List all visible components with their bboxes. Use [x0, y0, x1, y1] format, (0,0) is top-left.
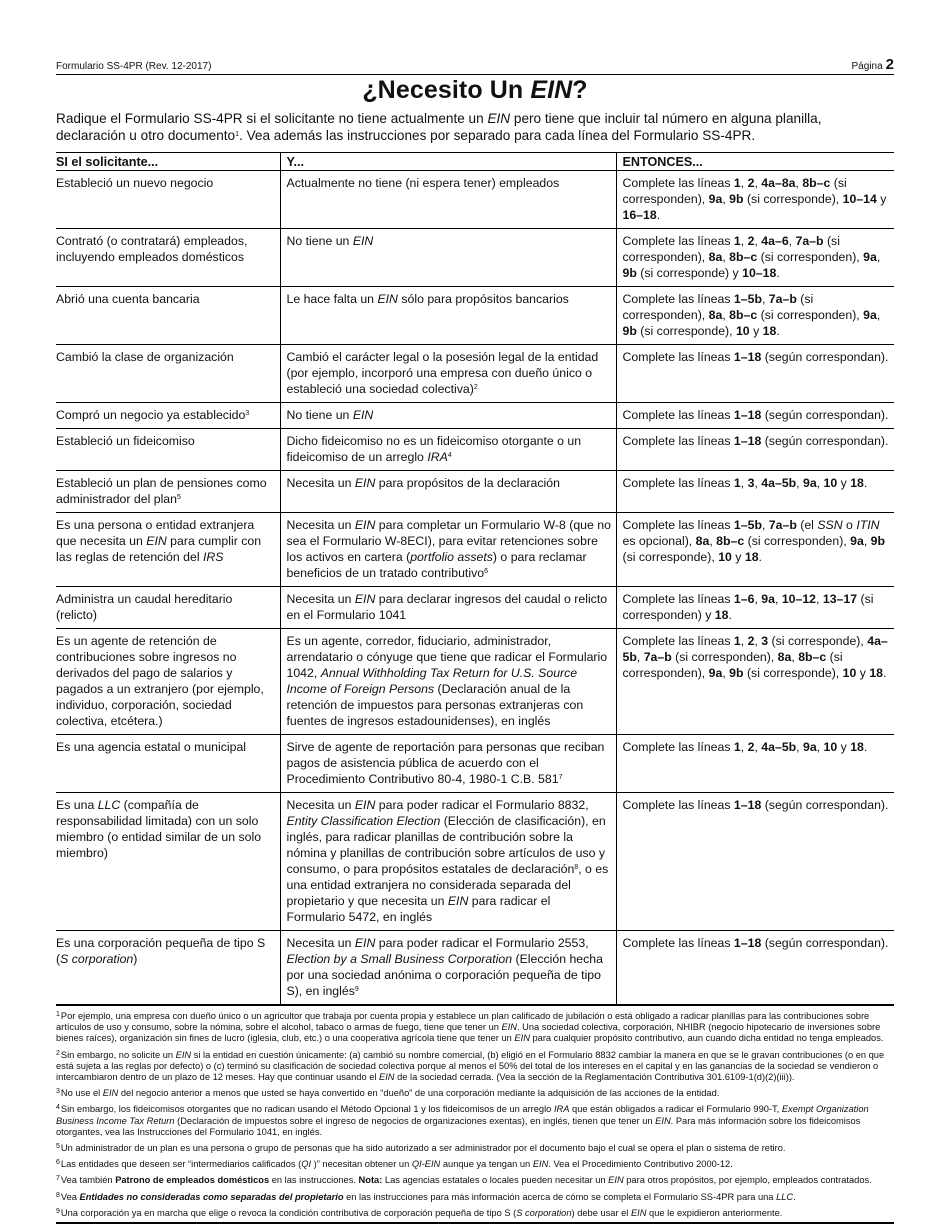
column-header-applicant: SI el solicitante...	[56, 153, 280, 171]
footnote	[56, 1170, 894, 1186]
cell-and: Necesita un EIN para poder radicar el Formulario 2553, Election by a Small Business Corporation (Elección hecha por una sociedad anónima o corporación pequeña de tipo S), en inglés$^9$	[280, 931, 616, 1005]
table-row	[56, 793, 894, 931]
footnote-text: Una corporación ya en marcha que elige o revoca la condición contributiva de corporación pequeña de tipo S (S corporation) debe usar el EIN que le expidieron anteriormente.	[60, 1207, 783, 1218]
cell-and: Necesita un EIN para propósitos de la declaración	[280, 471, 616, 513]
cell-and: Dicho fideicomiso no es un fideicomiso otorgante o un fideicomiso de un arreglo IRA$^4$	[280, 429, 616, 471]
cell-then: Complete las líneas 1–18 (según correspondan).	[616, 429, 894, 471]
table-row	[56, 587, 894, 629]
table-row	[56, 429, 894, 471]
cell-and: No tiene un EIN	[280, 403, 616, 429]
cell-and: Necesita un EIN para declarar ingresos del caudal o relicto en el Formulario 1041	[280, 587, 616, 629]
footnote	[56, 1045, 894, 1084]
cell-and: Actualmente no tiene (ni espera tener) empleados	[280, 171, 616, 229]
cell-applicant: Cambió la clase de organización	[56, 345, 280, 403]
cell-and: Le hace falta un EIN sólo para propósitos bancarios	[280, 287, 616, 345]
cell-and: Necesita un EIN para poder radicar el Formulario 8832, Entity Classification Election (Elección de clasificación), en inglés, para radicar planillas de contribución sobre la nómina y planillas de contribución sobre artículos de uso y consumo, o para propósitos estatales de declaración$^8$, o es una entidad extranjera no considerada separada del propietario y que necesita un EIN para radicar el Formulario 5472, en inglés	[280, 793, 616, 931]
cell-then: Complete las líneas 1–18 (según correspondan).	[616, 793, 894, 931]
footnote-number: 2	[56, 1049, 60, 1057]
cell-and: Necesita un EIN para completar un Formulario W-8 (que no sea el Formulario W-8ECI), para evitar retenciones sobre los activos en cartera (portfolio assets) o para reclamar beneficios de un tratado contributivo$^6$	[280, 513, 616, 587]
cell-applicant: Estableció un nuevo negocio	[56, 171, 280, 229]
cell-applicant: Compró un negocio ya establecido$^3$	[56, 403, 280, 429]
footnote-number: 7	[56, 1175, 60, 1183]
footnotes	[56, 1005, 894, 1224]
cell-applicant: Es un agente de retención de contribuciones sobre ingresos no derivados del pago de salarios y pagados a un extranjero (por ejemplo, individuo, corporación, sociedad colectiva, etcétera.)	[56, 629, 280, 735]
cell-applicant: Es una persona o entidad extranjera que necesita un EIN para cumplir con las reglas de retención del IRS	[56, 513, 280, 587]
cell-applicant: Administra un caudal hereditario (relicto)	[56, 587, 280, 629]
footnote	[56, 1187, 894, 1203]
table-row	[56, 931, 894, 1005]
intro-paragraph: Radique el Formulario SS-4PR si el solicitante no tiene actualmente un EIN pero tiene que incluir tal número en alguna planilla, declaración u otro documento$^1$. Vea además las instrucciones por separado para cada línea del Formulario SS-4PR.	[56, 111, 822, 143]
page-indicator	[852, 56, 894, 73]
footnote-text: No use el EIN del negocio anterior a menos que usted se haya convertido en “dueño” de una corporación mediante la adquisición de las acciones de la entidad.	[60, 1088, 720, 1099]
table-row	[56, 345, 894, 403]
cell-then: Complete las líneas 1–5b, 7a–b (el SSN o ITIN es opcional), 8a, 8b–c (si corresponden), 9a, 9b (si corresponde), 10 y 18.	[616, 513, 894, 587]
footnote-text: Vea también Patrono de empleados domésticos en las instrucciones. Nota: Las agencias estatales o locales pueden necesitar un EIN para otros propósitos, por ejemplo, empleados contratados.	[60, 1175, 872, 1186]
footnote	[56, 1006, 894, 1045]
footnote-number: 8	[56, 1191, 60, 1199]
table-header-row	[56, 153, 894, 171]
ein-decision-table	[56, 152, 894, 1005]
cell-and: Sirve de agente de reportación para personas que reciban pagos de asistencia pública de acuerdo con el Procedimiento Contributivo 80-4, 1980-1 C.B. $581^7$	[280, 735, 616, 793]
cell-then: Complete las líneas 1–18 (según correspondan).	[616, 403, 894, 429]
cell-applicant: Estableció un fideicomiso	[56, 429, 280, 471]
footnote-number: 6	[56, 1159, 60, 1167]
footnote-text: Por ejemplo, una empresa con dueño único o un agricultor que trabaja por cuenta propia y establece un plan calificado de jubilación o está obligado a radicar planillas para las contribuciones sobre artículos de uso y consumo, sobre la nómina, sobre el alcohol, tabaco o armas de fuego, tiene que tener un EIN. Una sociedad colectiva, corporación, NHIBR (negocio hipotecario de inversiones sobre bienes raíces), organización sin fines de lucro (iglesia, club, etc.) o una cooperativa agrícola tiene que tener un EIN para cualquier propósito contributivo, aun cuando dicha entidad no tenga empleados.	[56, 1011, 884, 1044]
footnote	[56, 1203, 894, 1219]
footnote-text: Vea Entidades no consideradas como separadas del propietario en las instrucciones para más información acerca de cómo se completa el Formulario SS-4PR para una LLC.	[60, 1191, 796, 1202]
footnote	[56, 1099, 894, 1138]
cell-then: Complete las líneas 1–5b, 7a–b (si corresponden), 8a, 8b–c (si corresponden), 9a, 9b (si corresponde), 10 y 18.	[616, 287, 894, 345]
cell-applicant: Contrató (o contratará) empleados, incluyendo empleados domésticos	[56, 229, 280, 287]
cell-then: Complete las líneas 1–18 (según correspondan).	[616, 931, 894, 1005]
cell-then: Complete las líneas 1, 2, 3 (si corresponde), 4a–5b, 7a–b (si corresponden), 8a, 8b–c (si corresponden), 9a, 9b (si corresponde), 10 y 18.	[616, 629, 894, 735]
table-row	[56, 403, 894, 429]
cell-applicant: Es una corporación pequeña de tipo S (S corporation)	[56, 931, 280, 1005]
page-header	[56, 56, 894, 75]
page-title: ¿Necesito Un EIN?	[362, 76, 588, 104]
footnote-number: 4	[56, 1104, 60, 1112]
footnote	[56, 1154, 894, 1170]
column-header-and: Y...	[280, 153, 616, 171]
cell-then: Complete las líneas 1, 2, 4a–6, 7a–b (si corresponden), 8a, 8b–c (si corresponden), 9a, 9b (si corresponde) y 10–18.	[616, 229, 894, 287]
footnote-text: Un administrador de un plan es una persona o grupo de personas que ha sido autorizado a ser administrador por el documento bajo el cual se opera el plan o sistema de retiro.	[60, 1143, 786, 1154]
cell-then: Complete las líneas 1–6, 9a, 10–12, 13–17 (si corresponden) y 18.	[616, 587, 894, 629]
footnote-text: Las entidades que deseen ser “intermediarios calificados (QI )” necesitan obtener un QI-EIN aunque ya tengan un EIN. Vea el Procedimiento Contributivo 2000-12.	[60, 1159, 733, 1170]
table-row	[56, 171, 894, 229]
table-row	[56, 287, 894, 345]
footnote-number: 9	[56, 1207, 60, 1215]
cell-applicant: Es una LLC (compañía de responsabilidad limitada) con un solo miembro (o entidad similar de un solo miembro)	[56, 793, 280, 931]
cell-applicant: Abrió una cuenta bancaria	[56, 287, 280, 345]
footnote	[56, 1083, 894, 1099]
cell-then: Complete las líneas 1, 3, 4a–5b, 9a, 10 y 18.	[616, 471, 894, 513]
footnote-number: 5	[56, 1143, 60, 1151]
page-number: 2	[885, 56, 894, 73]
footnote	[56, 1138, 894, 1154]
cell-then: Complete las líneas 1, 2, 4a–5b, 9a, 10 y 18.	[616, 735, 894, 793]
footnote-number: 1	[56, 1011, 60, 1018]
table-row	[56, 229, 894, 287]
cell-applicant: Estableció un plan de pensiones como administrador del plan$^5$	[56, 471, 280, 513]
footnote-text: Sin embargo, no solicite un EIN si la entidad en cuestión únicamente: (a) cambió su nombre comercial, (b) eligió en el Formulario 8832 cambiar la manera en que se le gravan contribuciones (o en que está sujeta a las reglas por defecto) o (c) terminó su clasificación de sociedad colectiva porque al menos el 50% del total de los intereses en el capital y en las ganancias de la sociedad se vendieron o intercambiaron dentro de un plazo de 12 meses. Hay que continuar usando el EIN de la sociedad cerrada. (Vea la sección de la Reglamentación Contributiva 301.6109-1(d)(2)(iii)).	[56, 1049, 885, 1083]
table-row	[56, 629, 894, 735]
cell-and: Cambió el carácter legal o la posesión legal de la entidad (por ejemplo, incorporó una empresa con dueño único o estableció una sociedad colectiva)$^2$	[280, 345, 616, 403]
cell-then: Complete las líneas 1, 2, 4a–8a, 8b–c (si corresponden), 9a, 9b (si corresponde), 10–14 y 16–18.	[616, 171, 894, 229]
footnote-text: Sin embargo, los fideicomisos otorgantes que no radican usando el Método Opcional 1 y los fideicomisos de un arreglo IRA que están obligados a radicar el Formulario 990-T, Exempt Organization Business Income Tax Return (Declaración de impuestos sobre el ingreso de negocios de organizaciones exentas), en inglés, tienen que tener un EIN. Para más información sobre los fideicomisos otorgantes, vea las Instrucciones del Formulario 1041, en inglés.	[56, 1104, 869, 1137]
table-row	[56, 513, 894, 587]
page-label: Página	[851, 61, 883, 72]
table-body	[56, 171, 894, 1005]
table-row	[56, 471, 894, 513]
cell-then: Complete las líneas 1–18 (según correspondan).	[616, 345, 894, 403]
cell-and: Es un agente, corredor, fiduciario, administrador, arrendatario o cónyuge que tiene que radicar el Formulario 1042, Annual Withholding Tax Return for U.S. Source Income of Foreign Persons (Declaración anual de la retención de impuestos para personas extranjeras con fuentes de ingresos estadounidenses), en inglés	[280, 629, 616, 735]
cell-applicant: Es una agencia estatal o municipal	[56, 735, 280, 793]
table-row	[56, 735, 894, 793]
column-header-then: ENTONCES...	[616, 153, 894, 171]
cell-and: No tiene un EIN	[280, 229, 616, 287]
form-id: Formulario SS-4PR (Rev. 12-2017)	[56, 61, 212, 72]
footnote-number: 3	[56, 1088, 60, 1096]
